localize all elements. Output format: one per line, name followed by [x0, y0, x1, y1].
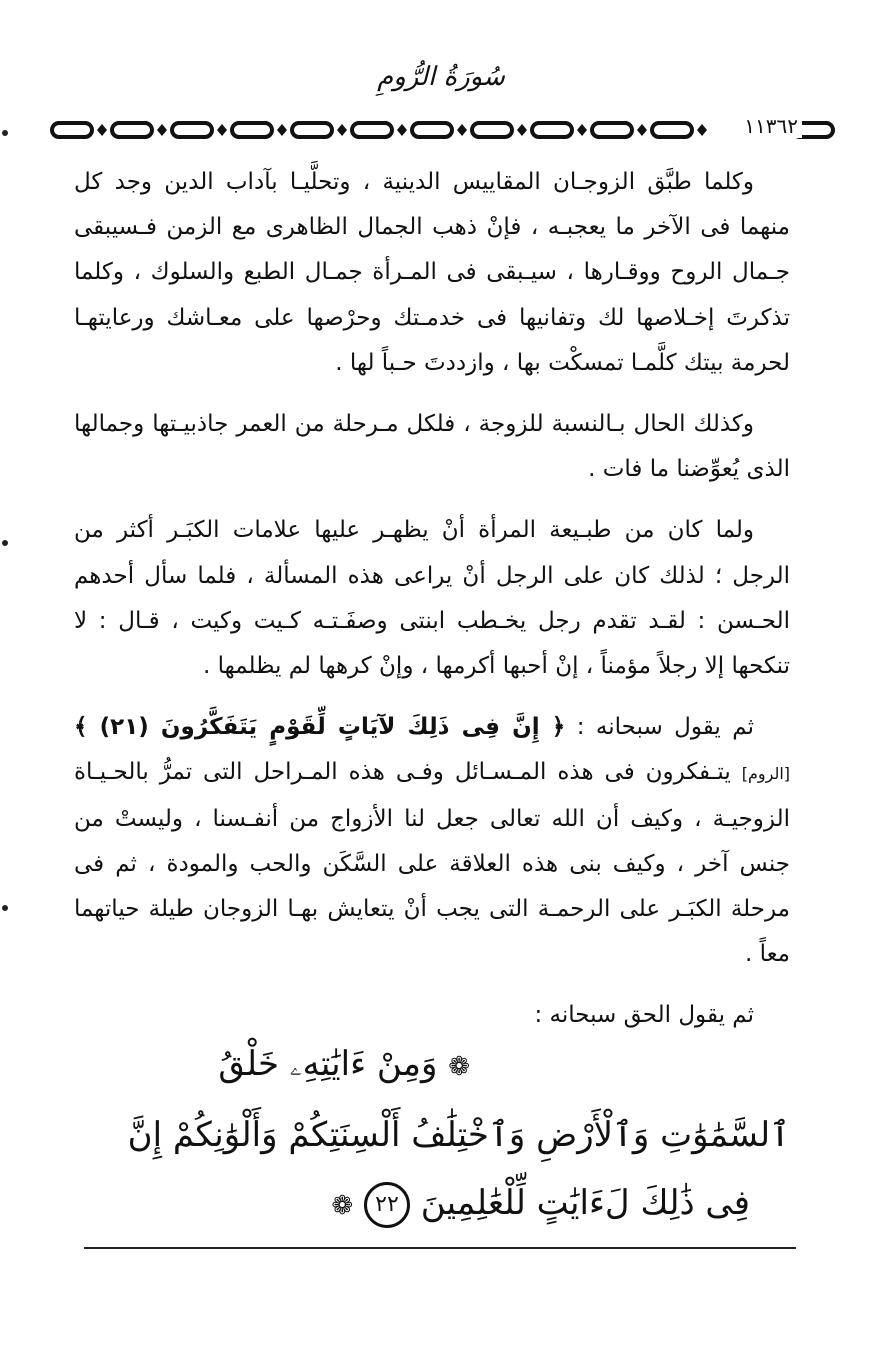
paragraph-5: ثم يقول الحق سبحانه : [534, 1002, 754, 1029]
surah-title: سُورَةُ الرُّومِ [377, 62, 505, 92]
margin-dot [2, 540, 8, 546]
body-text [74, 160, 790, 1055]
paragraph-3: ولما كان من طبـيعة المرأة أنْ يظهـر عليها علامات الكبَـر أكثر من الرجل ؛ لذلك كان على الرجل أنْ يراعى هذه المسألة ، فلما سأل أحدهم الحـسن : لقـد تقدم رجل يخـطب ابنتى وصفَـتـه كـيت وكيت ، قـال : لا تنكحها إلا رجلاً مؤمناً ، إنْ أحبها أكرمها ، وإنْ كرهها لم يظلمها . [74, 517, 790, 680]
verse-close-flower-icon: ❁ [331, 1191, 354, 1221]
ayah-number-badge: ٢٢ [364, 1182, 410, 1228]
paragraph-1: وكلما طبَّق الزوجـان المقاييس الدينية ، وتحلَّيـا بآداب الدين وجد كل منهما فى الآخر ما يعجبـه ، فإنْ ذهب الجمال الظاهرى مع الزمن فـسيبقى جـمال الروح ووقـارها ، سيـبقى فى المـرأة جمـال الطبع والسلوك ، وكلما تذكرتَ إخـلاصها لك وتفانيها فى خدمـتك وحرْصها على معـاشك ورعايتهـا لحرمة بيتك كلَّمـا تمسكْت بها ، وازددتَ حـباً لها . [74, 169, 790, 376]
surah-reference: [الروم] [741, 764, 790, 784]
paragraph-4 [74, 705, 790, 977]
verse-block [110, 1030, 790, 1240]
verse-line-3 [110, 1169, 790, 1240]
paragraph-2: وكذلك الحال بـالنسبة للزوجة ، فلكل مـرحلة من العمر جاذبيـتها وجمالها الذى يُعوِّضنا ما فات . [74, 411, 790, 483]
paragraph-4-intro: ثم يقول سبحانه : [576, 714, 754, 741]
margin-dot [2, 905, 8, 911]
verse-line-2: ٱلسَّمَٰوَٰتِ وَٱلْأَرْضِ وَٱخْتِلَٰفُ أَلْسِنَتِكُمْ وَأَلْوَٰنِكُمْ إِنَّ [127, 1115, 790, 1155]
quran-quote: ﴿ إِنَّ فِى ذَلِكَ لآيَاتٍ لِّقَوْمٍ يَتَفَكَّرُونَ (٢١) ﴾ [74, 714, 566, 741]
verse-line-1 [110, 1030, 790, 1101]
verse-line-1-text: وَمِنْ ءَايَٰتِهِۦ خَلْقُ [218, 1044, 438, 1084]
paragraph-4-rest: يتـفكرون فى هذه المـسـائل وفـى هذه المـراحل التى تمرُّ بالحـيـاة الزوجيـة ، وكيف أن الله تعالى جعل لنا الأزواج من أنفـسنا ، وليستْ من جنس آخر ، وكيف بنى هذه العلاقة على السَّكَن والحب والمودة ، ثم فى مرحلة الكبَـر على الرحمـة التى يجب أنْ يتعايش بهـا الزوجان طيلة حياتهما معاً . [74, 759, 790, 968]
verse-line-3-text: فِى ذَٰلِكَ لَءَايَٰتٍ لِّلْعَٰلِمِينَ [420, 1183, 750, 1223]
ornament-border [48, 115, 838, 145]
margin-dot [2, 130, 8, 136]
footer-rule [84, 1247, 796, 1249]
page-number: ١١٣٦٢ [740, 114, 802, 138]
verse-open-flower-icon: ❁ [448, 1052, 470, 1082]
